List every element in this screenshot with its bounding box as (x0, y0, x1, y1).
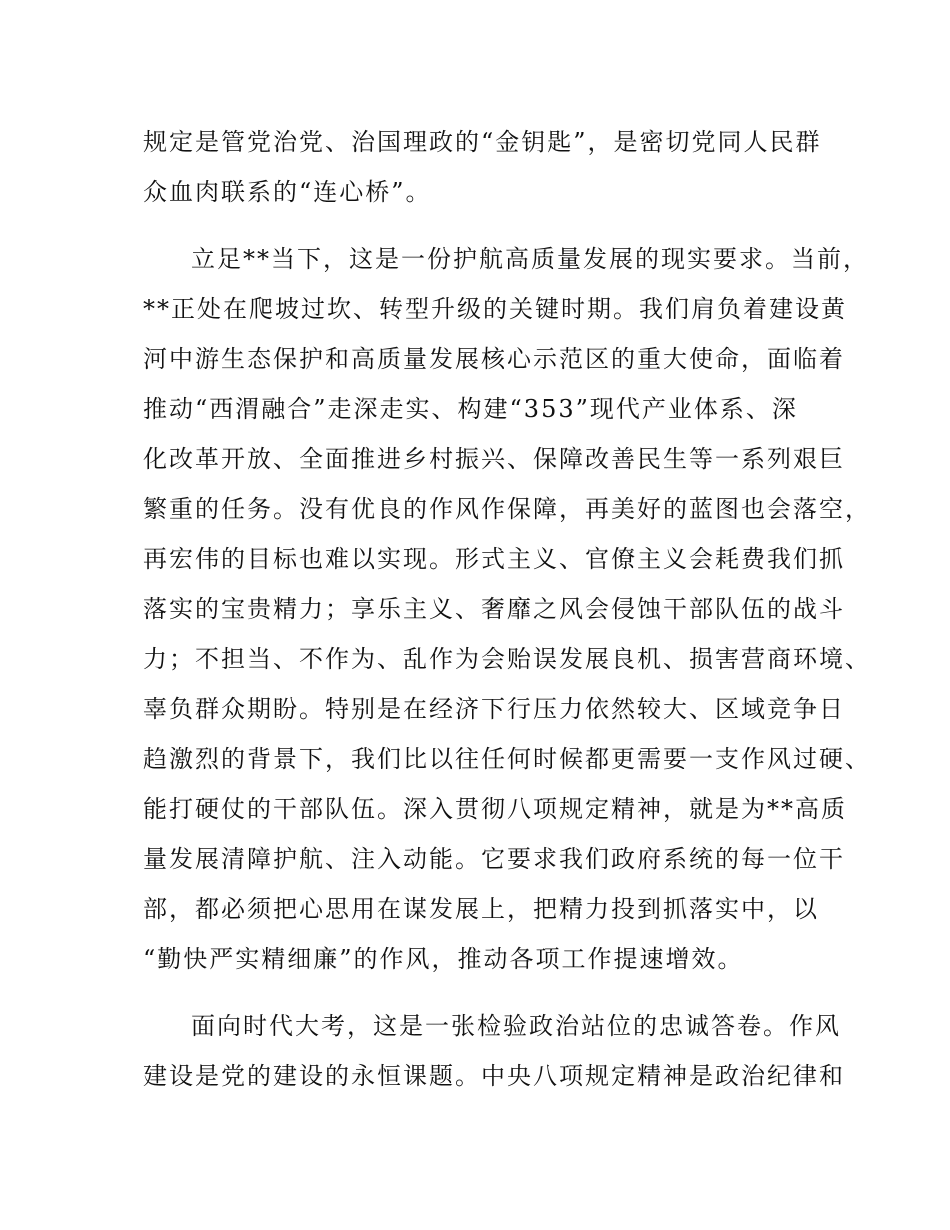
paragraph-2-line-6: 繁重的任务。没有优良的作风作保障，再美好的蓝图也会落空， (143, 495, 871, 523)
paragraph-2-line-2: **正处在爬坡过坎、转型升级的关键时期。我们肩负着建设黄 (143, 295, 847, 323)
paragraph-2-line-11: 趋激烈的背景下，我们比以往任何时候都更需要一支作风过硬、 (143, 745, 871, 773)
paragraph-2-line-13: 量发展清障护航、注入动能。它要求我们政府系统的每一位干 (143, 845, 845, 873)
paragraph-2-line-9: 力；不担当、不作为、乱作为会贻误发展良机、损害营商环境、 (143, 645, 871, 673)
paragraph-2-line-8: 落实的宝贵精力；享乐主义、奢靡之风会侵蚀干部队伍的战斗 (143, 595, 845, 623)
paragraph-3-line-1: 面向时代大考，这是一张检验政治站位的忠诚答卷。作风 (191, 1012, 841, 1040)
paragraph-2-line-3: 河中游生态保护和高质量发展核心示范区的重大使命，面临着 (143, 345, 845, 373)
paragraph-2-line-5: 化改革开放、全面推进乡村振兴、保障改善民生等一系列艰巨 (143, 445, 845, 473)
paragraph-2-line-4: 推动“西渭融合”走深走实、构建“353”现代产业体系、深 (143, 395, 798, 423)
paragraph-3-line-2: 建设是党的建设的永恒课题。中央八项规定精神是政治纪律和 (143, 1062, 845, 1090)
paragraph-1-line-1: 规定是管党治党、治国理政的“金钥匙”，是密切党同人民群 (143, 128, 822, 156)
paragraph-2-line-14: 部，都必须把心思用在谋发展上，把精力投到抓落实中，以 (143, 895, 819, 923)
paragraph-1-line-2: 众血肉联系的“连心桥”。 (143, 178, 432, 206)
paragraph-2-line-1: 立足**当下，这是一份护航高质量发展的现实要求。当前， (191, 245, 869, 273)
paragraph-2-line-15: “勤快严实精细廉”的作风，推动各项工作提速增效。 (143, 945, 744, 973)
paragraph-2-line-10: 辜负群众期盼。特别是在经济下行压力依然较大、区域竞争日 (143, 695, 845, 723)
paragraph-2-line-7: 再宏伟的目标也难以实现。形式主义、官僚主义会耗费我们抓 (143, 545, 845, 573)
paragraph-2-line-12: 能打硬仗的干部队伍。深入贯彻八项规定精神，就是为**高质 (143, 795, 847, 823)
